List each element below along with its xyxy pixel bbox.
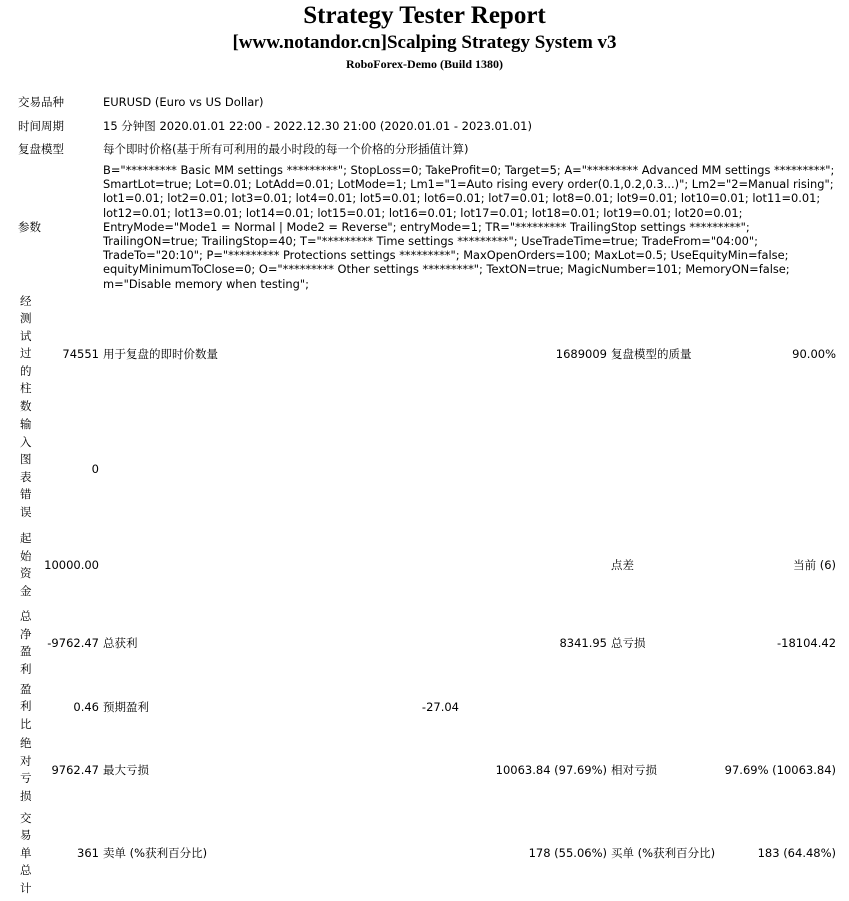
row-period — [16, 114, 838, 137]
gross-profit-label: 总获利 — [103, 636, 138, 651]
row-drawdown — [16, 735, 838, 805]
deposit-empty — [101, 522, 376, 608]
row-bars — [16, 293, 838, 416]
quality-value: 90.00% — [792, 347, 837, 362]
pf-label: 盈利比 — [20, 681, 32, 731]
deposit-label: 起始资金 — [20, 531, 32, 598]
errors-value: 0 — [91, 461, 99, 476]
net-value: -9762.47 — [47, 636, 99, 651]
row-model — [16, 137, 838, 161]
expected-value: -27.04 — [421, 699, 459, 714]
report-table — [16, 90, 838, 901]
long-value: 183 (64.48%) — [757, 846, 837, 861]
rel-dd-label: 相对亏损 — [611, 763, 657, 778]
spread-label: 点差 — [611, 558, 634, 573]
report-title: Strategy Tester Report — [303, 2, 546, 29]
max-dd-label: 最大亏损 — [103, 763, 149, 778]
bars-cell — [16, 293, 101, 416]
server-build: RoboForex-Demo (Build 1380) — [345, 57, 504, 71]
quality-label: 复盘模型的质量 — [611, 347, 692, 362]
symbol-value: EURUSD (Euro vs US Dollar) — [103, 95, 264, 109]
params-label: 参数 — [18, 219, 41, 234]
errors-cell — [16, 415, 101, 522]
abs-dd-cell — [16, 735, 101, 805]
row-trades — [16, 805, 838, 901]
row-net-profit — [16, 608, 838, 678]
params-value: B="********* Basic MM settings *********"; StopLoss=0; TakeProfit=0; Target=5; A="********* Advanced MM settings *********"; SmartLot=true; Lot=0.01; LotAdd=0.01; LotMode=1; Lm1="1=Auto rising every order(0.1,0.2,0.3...)"; Lm2="2=Manual rising"; lot1=0.01; lot2=0.01; lot3=0.01; lot4=0.01; lot5=0.01; lot6=0.01; lot7=0.01; lot8=0.01; lot9=0.01; lot10=0.01; lot11=0.01; lot12=0.01; lot13=0.01; lot14=0.01; lot15=0.01; lot16=0.01; lot17=0.01; lot18=0.01; lot19=0.01; lot20=0.01; EntryMode="Mode1 = Normal | Mode2 = Reverse"; entryMode=1; TR="********* TrailingStop settings *********"; TrailingON=true; TrailingStop=40; T="********* Time settings *********"; UseTradeTime=true; TradeFrom="04:00"; TradeTo="20:10"; P="********* Protections settings *********"; MaxOpenOrders=100; MaxLot=0.5; UseEquityMin=false; equityMinimumToClose=0; O="********* Other settings *********"; TextON=true; MagicNumber=101; MemoryON=false; m="Disable memory when testing"; — [103, 163, 835, 291]
max-dd-value: 10063.84 (97.69%) — [495, 763, 607, 778]
trades-cell — [16, 805, 101, 901]
period-label: 时间周期 — [18, 118, 64, 133]
model-label: 复盘模型 — [18, 142, 64, 156]
row-errors — [16, 415, 838, 522]
short-value: 178 (55.06%) — [528, 846, 607, 861]
deposit-value: 10000.00 — [44, 558, 99, 573]
gross-loss-label: 总亏损 — [611, 636, 646, 651]
abs-dd-label: 绝对亏损 — [20, 736, 32, 803]
gross-loss-value: -18104.42 — [777, 636, 837, 651]
deposit-cell — [16, 522, 101, 608]
pf-cell — [16, 678, 101, 735]
long-label: 买单 (%获利百分比) — [611, 846, 716, 861]
bars-label: 经测试过的柱数 — [20, 293, 32, 413]
bars-value: 74551 — [62, 347, 99, 362]
symbol-label: 交易品种 — [18, 95, 64, 109]
row-symbol — [16, 90, 838, 114]
trades-label: 交易单总计 — [20, 810, 32, 895]
expert-name: [www.notandor.cn]Scalping Strategy System v3 — [232, 32, 617, 53]
errors-empty — [101, 415, 838, 522]
pf-empty — [461, 678, 838, 735]
ticks-label: 用于复盘的即时价数量 — [103, 347, 218, 362]
pf-value: 0.46 — [73, 699, 99, 714]
rel-dd-value: 97.69% (10063.84) — [724, 763, 837, 778]
expected-label: 预期盈利 — [103, 699, 149, 714]
row-deposit — [16, 522, 838, 608]
ticks-value: 1689009 — [555, 347, 607, 362]
period-value: 15 分钟图 2020.01.01 22:00 - 2022.12.30 21:00 (2020.01.01 - 2023.01.01) — [103, 118, 532, 133]
net-cell — [16, 608, 101, 678]
row-parameters — [16, 161, 838, 293]
errors-label: 输入图表错误 — [20, 417, 32, 519]
short-label: 卖单 (%获利百分比) — [103, 846, 208, 861]
gross-profit-value: 8341.95 — [559, 636, 607, 651]
abs-dd-value: 9762.47 — [51, 763, 99, 778]
model-value: 每个即时价格(基于所有可利用的最小时段的每一个价格的分形插值计算) — [103, 142, 469, 156]
row-profit-factor — [16, 678, 838, 735]
trades-value: 361 — [77, 846, 99, 861]
net-label: 总净盈利 — [20, 609, 32, 676]
deposit-empty-2 — [376, 522, 609, 608]
spread-value: 当前 (6) — [793, 558, 837, 573]
